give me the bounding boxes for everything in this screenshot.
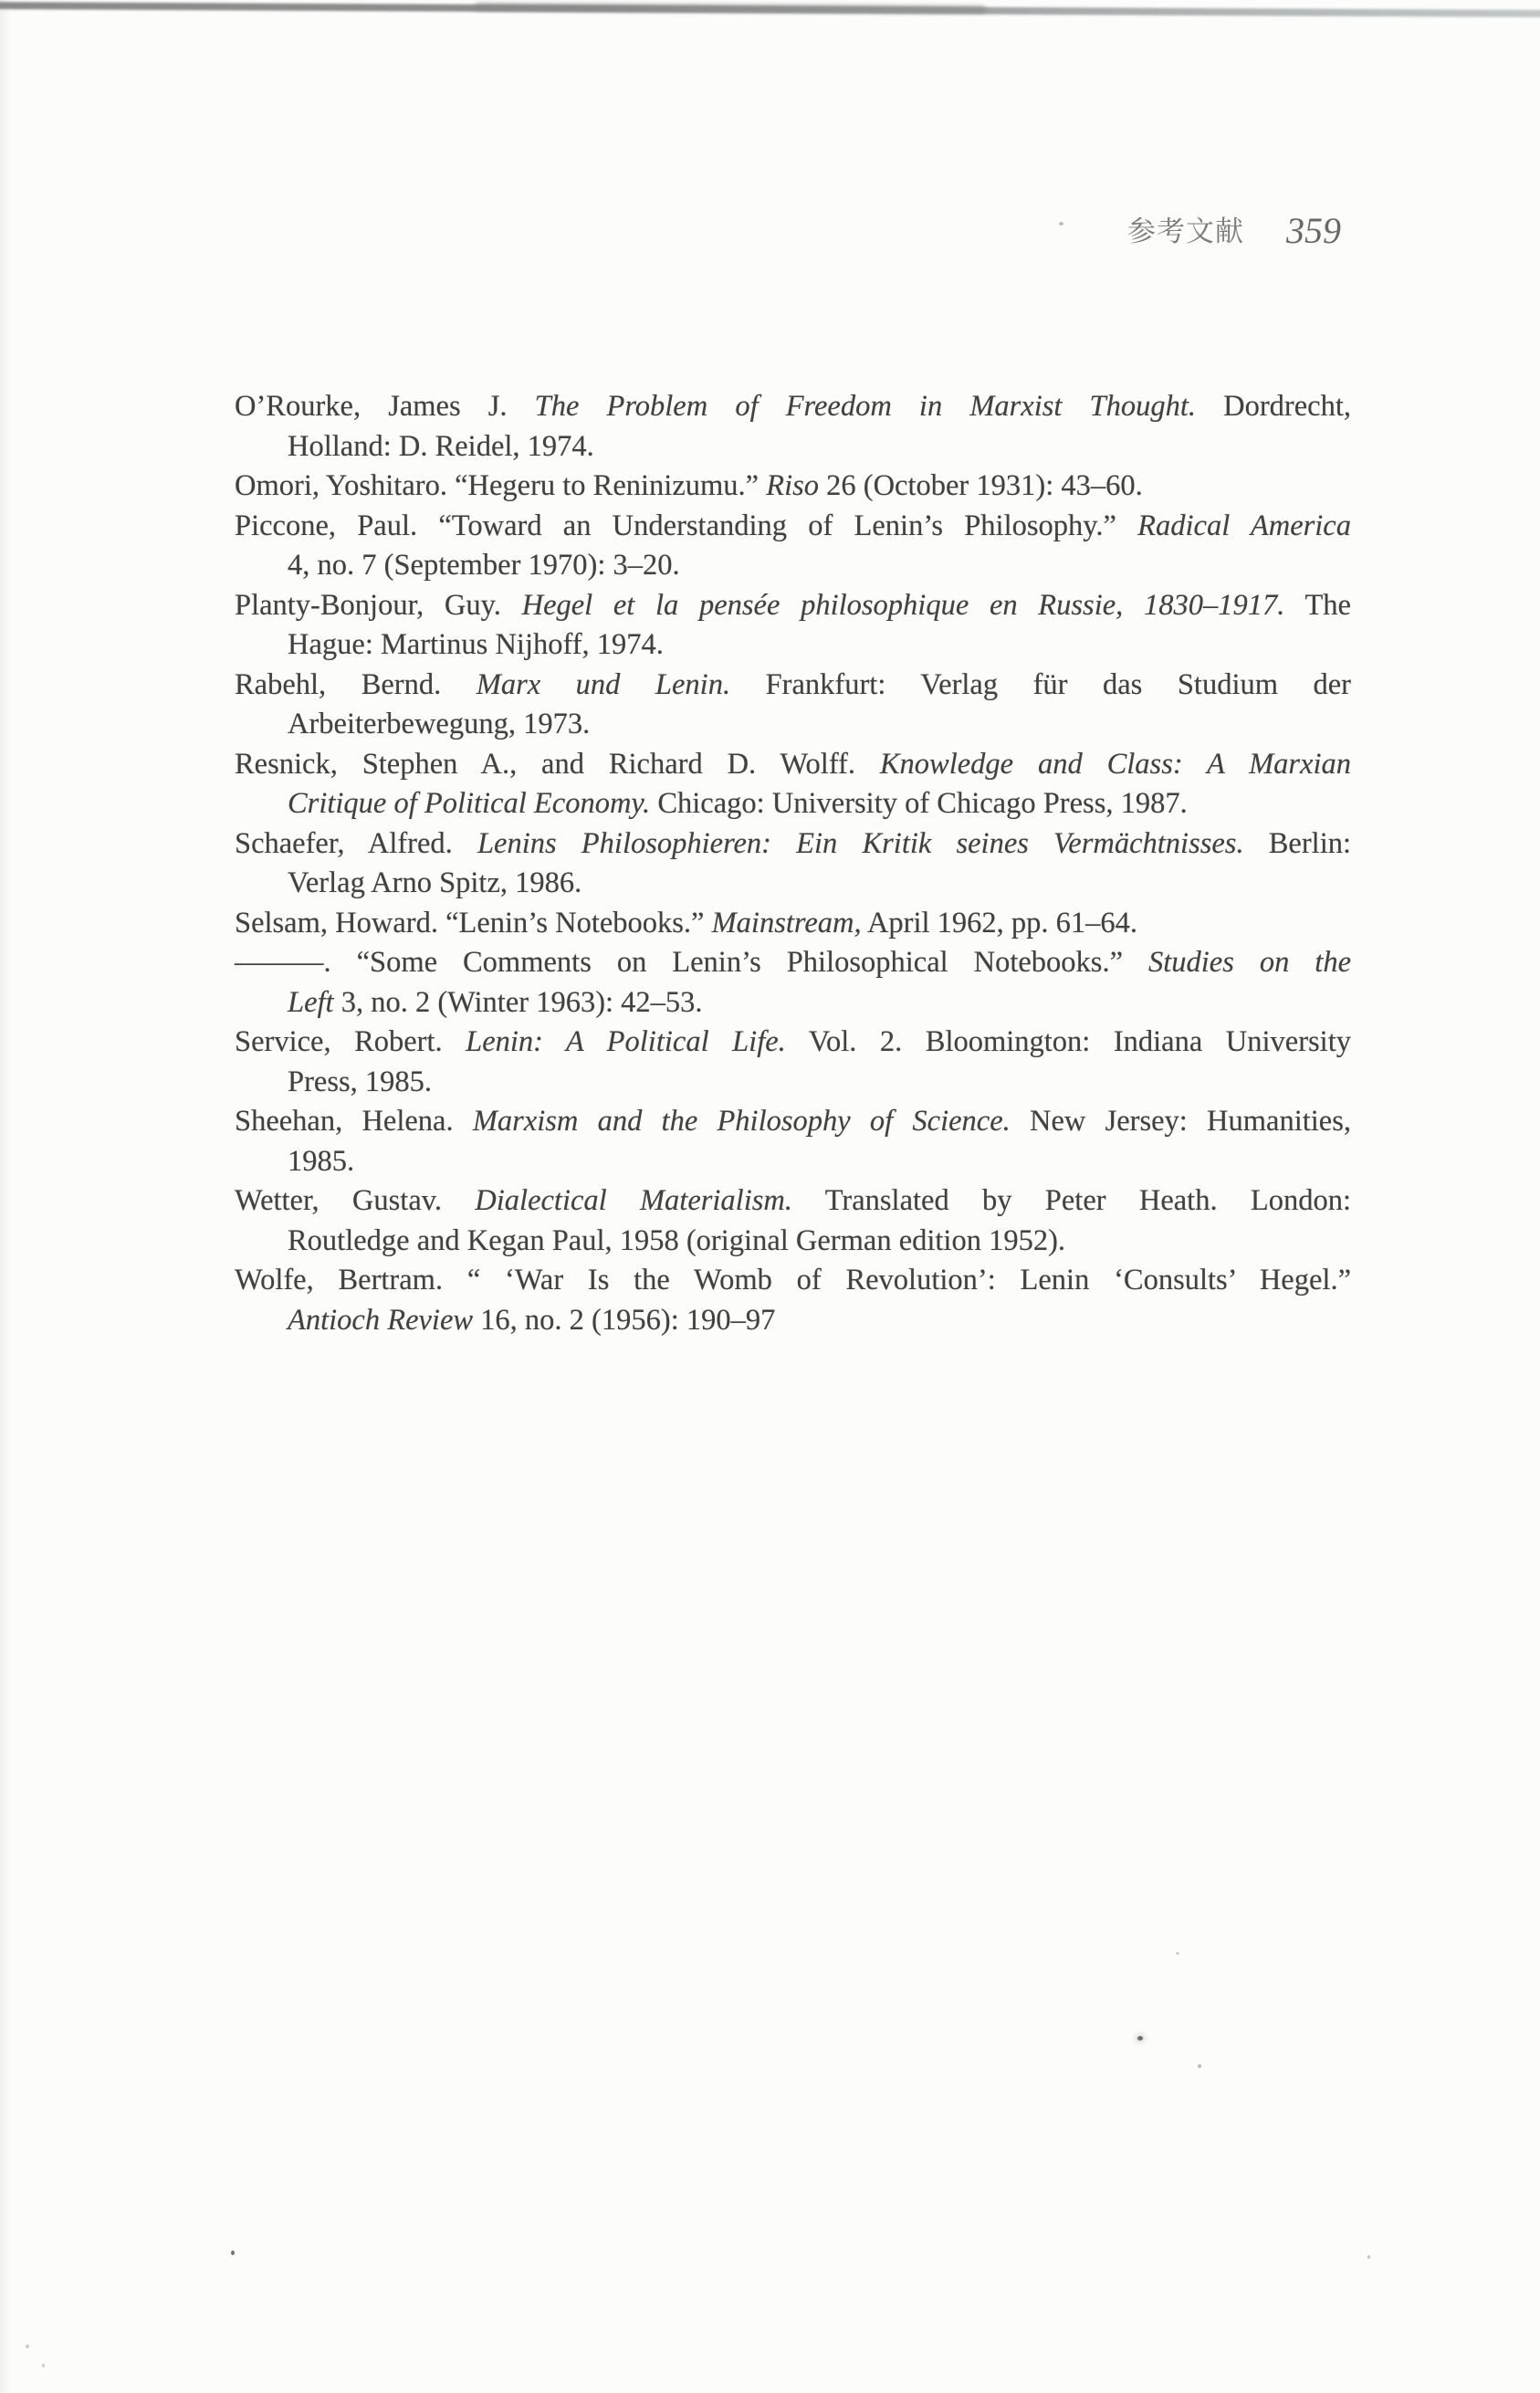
bibliography-entry: [235, 943, 1351, 1023]
entry-line: [235, 1261, 1351, 1301]
text-segment: Press, 1985.: [288, 1065, 432, 1098]
bibliography-entry: [235, 507, 1351, 586]
text-segment: Omori, Yoshitaro. “Hegeru to Reninizumu.”: [235, 469, 767, 502]
bibliography-entry: [235, 666, 1351, 745]
bibliography-entry: [235, 904, 1351, 944]
entry-line: [235, 666, 1351, 706]
entry-line: [235, 586, 1351, 626]
running-header: [1127, 210, 1341, 251]
entry-line: [235, 387, 1351, 427]
page-number: 359: [1286, 210, 1341, 251]
header-title: 参考文献: [1127, 215, 1244, 247]
work-title-segment: Marxism and the Philosophy of Science.: [472, 1105, 1011, 1138]
scan-speck: [26, 2345, 29, 2348]
text-segment: Verlag Arno Spitz, 1986.: [288, 866, 582, 899]
bibliography-entry: [235, 1023, 1351, 1102]
scan-speck: [1367, 2255, 1370, 2259]
entry-line: [235, 1063, 1351, 1103]
entry-line: [235, 507, 1351, 547]
text-segment: Hague: Martinus Nijhoff, 1974.: [288, 628, 664, 661]
bibliography-entry: [235, 745, 1351, 824]
entry-line: [235, 1023, 1351, 1063]
text-segment: 1985.: [288, 1144, 355, 1178]
text-segment: O’Rourke, James J.: [235, 390, 535, 423]
text-segment: Wolfe, Bertram. “ ‘War Is the Womb of Revolution’: Lenin ‘Consults’ Hegel.”: [235, 1264, 1351, 1296]
work-title-segment: Antioch Review: [288, 1303, 474, 1337]
scan-speck: [1059, 222, 1063, 226]
entry-line: [235, 864, 1351, 904]
work-title-segment: Lenins Philosophieren: Ein Kritik seines Vermächtnisses.: [477, 826, 1244, 860]
entry-line: [235, 625, 1351, 666]
entry-line: [235, 467, 1351, 507]
entry-line: [235, 1142, 1351, 1182]
work-title-segment: Studies on the: [1147, 946, 1352, 979]
work-title-segment: Dialectical Materialism.: [475, 1184, 792, 1217]
entry-line: [235, 1301, 1351, 1341]
entry-line: [235, 546, 1351, 586]
text-segment: Planty-Bonjour, Guy.: [235, 588, 522, 622]
page-edge-shade: [0, 0, 11, 2393]
work-title-segment: Marx und Lenin.: [476, 667, 731, 701]
work-title-segment: Radical America: [1137, 509, 1351, 542]
text-segment: Berlin:: [1243, 826, 1352, 860]
text-segment: Wetter, Gustav.: [235, 1184, 476, 1217]
bibliography-entry: [235, 1261, 1351, 1340]
text-segment: Translated by Peter Heath. London:: [792, 1184, 1352, 1217]
text-segment: The: [1284, 588, 1351, 622]
entry-line: [235, 983, 1351, 1023]
text-segment: April 1962, pp. 61–64.: [861, 906, 1138, 939]
entry-line: [235, 1222, 1351, 1262]
work-title-segment: Knowledge and Class: A Marxian: [879, 747, 1351, 781]
entry-line: [235, 427, 1351, 467]
text-segment: 4, no. 7 (September 1970): 3–20.: [288, 549, 680, 582]
text-segment: Routledge and Kegan Paul, 1958 (original German edition 1952).: [288, 1223, 1066, 1257]
scan-speck: [1137, 2036, 1143, 2041]
entry-line: [235, 824, 1351, 865]
text-segment: Dordrecht,: [1196, 390, 1351, 423]
text-segment: Selsam, Howard. “Lenin’s Notebooks.”: [235, 906, 712, 939]
bibliography-entry: [235, 1181, 1351, 1261]
bibliography-entry: [235, 387, 1351, 467]
text-segment: 16, no. 2 (1956): 190–97: [473, 1303, 776, 1337]
text-segment: Resnick, Stephen A., and Richard D. Wolff.: [235, 747, 880, 781]
bibliography-entry: [235, 586, 1351, 666]
work-title-segment: Mainstream,: [711, 906, 862, 939]
bibliography-entry: [235, 1102, 1351, 1181]
scan-speck: [231, 2251, 235, 2255]
bibliography-list: [235, 387, 1351, 1340]
text-segment: Schaefer, Alfred.: [235, 826, 477, 860]
scan-speck: [42, 2364, 45, 2367]
text-segment: ———. “Some Comments on Lenin’s Philosophical Notebooks.”: [235, 946, 1148, 979]
entry-line: [235, 1181, 1351, 1222]
entry-line: [235, 784, 1351, 824]
work-title-segment: Riso: [766, 469, 819, 502]
work-title-segment: Left: [288, 985, 334, 1019]
text-segment: Piccone, Paul. “Toward an Understanding of Lenin’s Philosophy.”: [235, 509, 1138, 542]
text-segment: Frankfurt: Verlag für das Studium der: [730, 667, 1352, 701]
text-segment: Service, Robert.: [235, 1025, 466, 1058]
entry-line: [235, 745, 1351, 785]
text-segment: New Jersey: Humanities,: [1010, 1105, 1351, 1138]
text-segment: Sheehan, Helena.: [235, 1105, 473, 1138]
entry-line: [235, 943, 1351, 983]
bibliography-entry: [235, 467, 1351, 507]
work-title-segment: Lenin: A Political Life.: [466, 1025, 786, 1058]
entry-line: [235, 1102, 1351, 1142]
scan-speck: [1198, 2064, 1201, 2068]
text-segment: Chicago: University of Chicago Press, 1987.: [650, 787, 1188, 820]
work-title-segment: The Problem of Freedom in Marxist Thought.: [534, 390, 1197, 423]
entry-line: [235, 904, 1351, 944]
text-segment: Vol. 2. Bloomington: Indiana University: [785, 1025, 1351, 1058]
work-title-segment: Hegel et la pensée philosophique en Russie, 1830–1917.: [521, 588, 1285, 622]
work-title-segment: Critique of Political Economy.: [288, 787, 651, 820]
bibliography-entry: [235, 824, 1351, 904]
entry-line: [235, 705, 1351, 745]
scan-speck: [1176, 1952, 1179, 1955]
text-segment: Rabehl, Bernd.: [235, 667, 477, 701]
text-segment: Holland: D. Reidel, 1974.: [288, 429, 594, 463]
text-segment: 26 (October 1931): 43–60.: [819, 469, 1143, 502]
text-segment: Arbeiterbewegung, 1973.: [288, 708, 591, 740]
text-segment: 3, no. 2 (Winter 1963): 42–53.: [333, 985, 703, 1019]
